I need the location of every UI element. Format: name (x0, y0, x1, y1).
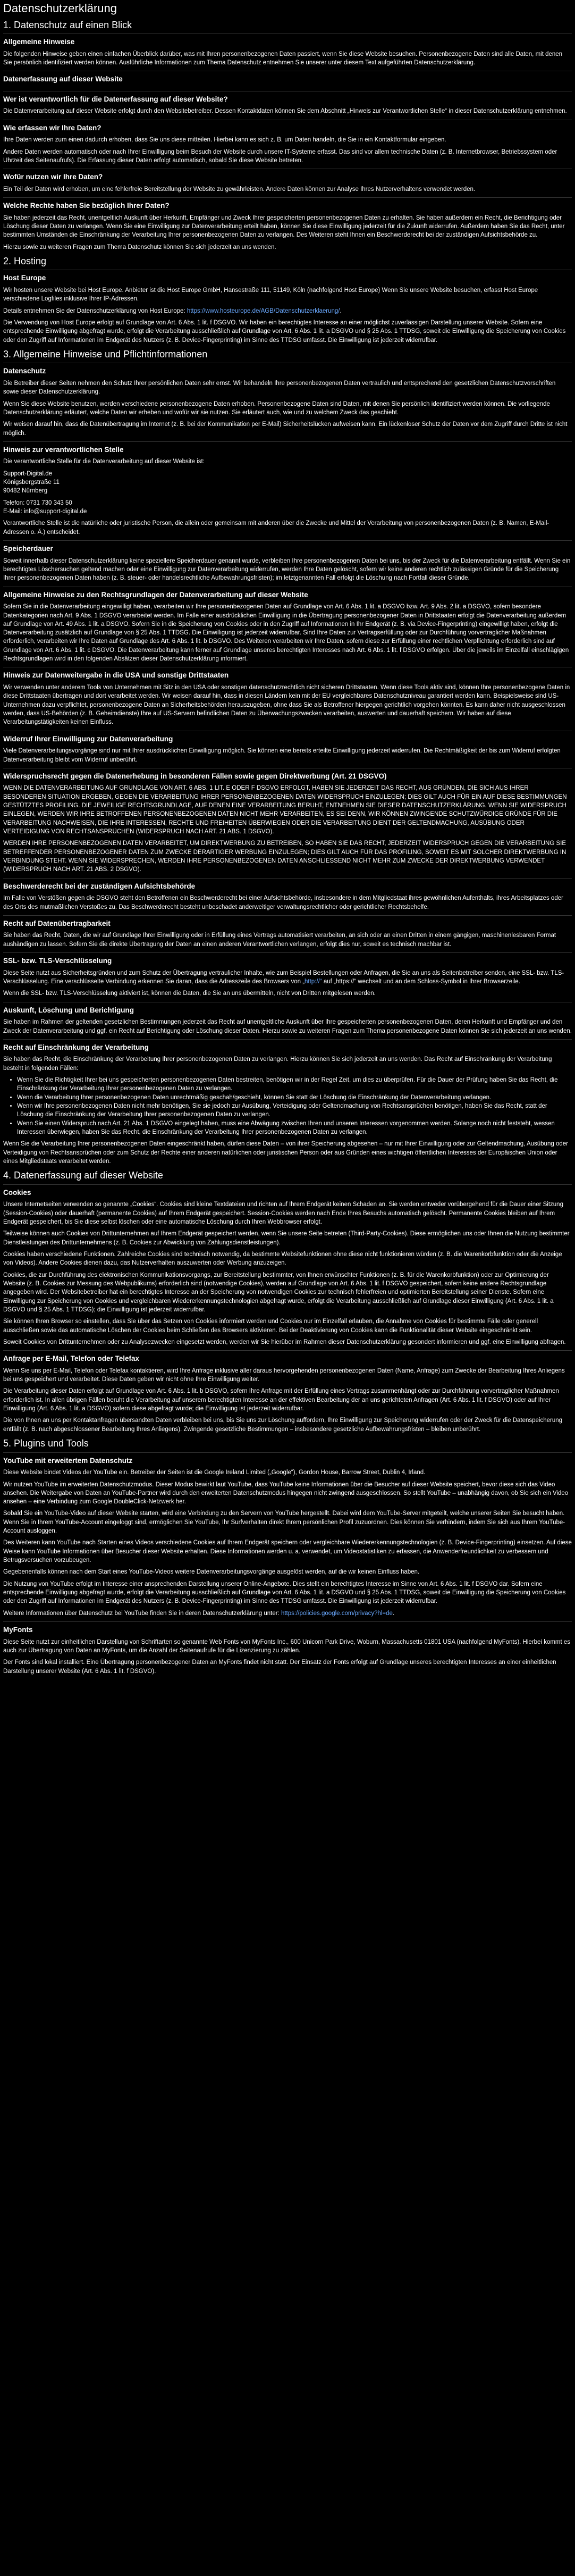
paragraph: Sie haben jederzeit das Recht, unentgeltlich Auskunft über Herkunft, Empfänger und Zweck Ihrer gespeicherten personenbezogenen Daten zu erhalten. Sie haben außerdem ein Recht, die Berichtigung oder Löschung dieser Daten zu verlangen. Wenn Sie eine Einwilligung zur Datenverarbeitung erteilt haben, können Sie diese Einwilligung jederzeit für die Zukunft widerrufen. Außerdem haben Sie das Recht, unter bestimmten Umständen die Einschränkung der Verarbeitung Ihrer personenbezogenen Daten zu verlangen. Des Weiteren steht Ihnen ein Beschwerderecht bei der zuständigen Aufsichtsbehörde zu. (3, 214, 565, 239)
paragraph: Hierzu sowie zu weiteren Fragen zum Thema Datenschutz können Sie sich jederzeit an uns wenden. (3, 244, 276, 250)
paragraph: Diese Seite nutzt aus Sicherheitsgründen und zum Schutz der Übertragung vertraulicher Inhalte, wie zum Beispiel Bestellungen oder Anfragen, die Sie an uns als Seitenbetreiber senden, eine SSL- bzw. TLS-Verschlüsselung. Eine verschlüsselte Verbindung erkennen Sie daran, dass die Adresszeile des Browsers von „http://“ auf „https://“ wechselt und an dem Schloss-Symbol in Ihrer Browserzeile. (3, 969, 564, 985)
paragraph: Wenn die SSL- bzw. TLS-Verschlüsselung aktiviert ist, können die Daten, die Sie an uns übermitteln, nicht von Dritten mitgelesen werden. (3, 990, 376, 997)
page-title: Datenschutzerklärung (3, 2, 117, 15)
paragraph: Der Fonts sind lokal installiert. Eine Übertragung personenbezogener Daten an MyFonts findet nicht statt. Der Einsatz der Fonts erfolgt auf Grundlage unseres berechtigten Interesses an einer einheitlichen Darstellung unserer Website (Art. 6 Abs. 1 lit. f DSGVO). (3, 1659, 556, 1675)
paragraph: Unsere Internetseiten verwenden so genannte „Cookies“. Cookies sind kleine Textdateien und richten auf Ihrem Endgerät keinen Schaden an. Sie werden entweder vorübergehend für die Dauer einer Sitzung (Session-Cookies) oder dauerhaft (permanente Cookies) auf Ihrem Endgerät gespeichert. Session-Cookies werden nach Ende Ihres Besuchs automatisch gelöscht. Permanente Cookies bleiben auf Ihrem Endgerät gespeichert, bis Sie diese selbst löschen oder eine automatische Löschung durch Ihren Webbrowser erfolgt. (3, 1201, 563, 1226)
subsection-heading: Hinweis zur Datenweitergabe in die USA und sonstige Drittstaaten (3, 667, 572, 683)
paragraph: Die Verwendung von Host Europe erfolgt auf Grundlage von Art. 6 Abs. 1 lit. f DSGVO. Wir haben ein berechtigtes Interesse an einer möglichst zuverlässigen Darstellung unserer Website. Sofern eine entsprechende Einwilligung abgefragt wurde, erfolgt die Verarbeitung ausschließlich auf Grundlage von Art. 6 Abs. 1 lit. a DSGVO und § 25 Abs. 1 TTDSG, soweit die Einwilligung die Speicherung von Cookies oder den Zugriff auf Informationen im Endgerät des Nutzers (z. B. Device-Fingerprinting) im Sinne des TTDSG umfasst. Die Einwilligung ist jederzeit widerrufbar. (3, 319, 566, 344)
subsection-body (3, 1638, 572, 1676)
subsection-heading: Welche Rechte haben Sie bezüglich Ihrer Daten? (3, 197, 572, 214)
subsection-heading: Cookies (3, 1184, 572, 1201)
subsection-body (3, 557, 572, 583)
external-link[interactable]: https://www.hosteurope.de/AGB/Datenschutzerklaerung/ (187, 307, 340, 314)
paragraph: Die Datenverarbeitung auf dieser Website erfolgt durch den Websitebetreiber. Dessen Kontaktdaten können Sie dem Abschnitt „Hinweis zur Verantwortlichen Stelle“ in dieser Datenschutzerklärung entnehmen. (3, 108, 567, 115)
subsection-heading: Allgemeine Hinweise (3, 34, 572, 50)
paragraph: Diese Seite nutzt zur einheitlichen Darstellung von Schriftarten so genannte Web Fonts von MyFonts Inc., 600 Unicorn Park Drive, Woburn, Massachusetts 01801 USA (nachfolgend MyFonts). Hierbei kommt es auch zur Übertragung von Daten an MyFonts, um die Anzahl der Seitenaufrufe für die Lizenzierung zu zählen. (3, 1638, 571, 1654)
section-heading: 5. Plugins und Tools (3, 1438, 89, 1449)
external-link[interactable]: http://“ (305, 978, 322, 985)
subsection-heading: Allgemeine Hinweise zu den Rechtsgrundlagen der Datenverarbeitung auf dieser Website (3, 587, 572, 603)
subsection-heading: MyFonts (3, 1621, 572, 1638)
paragraph: Des Weiteren kann YouTube nach Starten eines Videos verschiedene Cookies auf Ihrem Endgerät speichern oder vergleichbare Wiedererkennungstechnologien (z. B. Device-Fingerprinting) einsetzen. Auf diese Weise kann YouTube Informationen über Besucher dieser Website erhalten. Diese Informationen werden u. a. verwendet, um Videostatistiken zu erfassen, die Anwenderfreundlichkeit zu verbessern und Betrugsversuchen vorzubeugen. (3, 1540, 572, 1564)
subsection-heading: YouTube mit erweitertem Datenschutz (3, 1452, 572, 1469)
subsection-heading: Wofür nutzen wir Ihre Daten? (3, 169, 572, 185)
list-item: • Wenn Sie einen Widerspruch nach Art. 21 Abs. 1 DSGVO eingelegt haben, muss eine Abwägung zwischen Ihren und unseren Interessen vorgenommen werden. Solange noch nicht feststeht, wessen Interessen überwiegen, haben Sie das Recht, die Einschränkung der Verarbeitung Ihrer personenbezogenen Daten zu verlangen. (17, 1119, 572, 1137)
paragraph: Ein Teil der Daten wird erhoben, um eine fehlerfreie Bereitstellung der Website zu gewährleisten. Andere Daten können zur Analyse Ihres Nutzerverhaltens verwendet werden. (3, 186, 476, 193)
paragraph: WENN DIE DATENVERARBEITUNG AUF GRUNDLAGE VON ART. 6 ABS. 1 LIT. E ODER F DSGVO ERFOLGT, HABEN SIE JEDERZEIT DAS RECHT, AUS GRÜNDEN, DIE SICH AUS IHRER BESONDEREN SITUATION ERGEBEN, GEGEN DIE VERARBEITUNG IHRER PERSONENBEZOGENEN DATEN WIDERSPRUCH EINZULEGEN; DIES GILT AUCH FÜR EIN AUF DIESE BESTIMMUNGEN GESTÜTZTES PROFILING. DIE JEWEILIGE RECHTSGRUNDLAGE, AUF DENEN EINE VERARBEITUNG BERUHT, ENTNEHMEN SIE DIESER DATENSCHUTZERKLÄRUNG. WENN SIE WIDERSPRUCH EINLEGEN, WERDEN WIR IHRE BETROFFENEN PERSONENBEZOGENEN DATEN NICHT MEHR VERARBEITEN, ES SEI DENN, WIR KÖNNEN ZWINGENDE SCHUTZWÜRDIGE GRÜNDE FÜR DIE VERARBEITUNG NACHWEISEN, DIE IHRE INTERESSEN, RECHTE UND FREIHEITEN ÜBERWIEGEN ODER DIE VERARBEITUNG DIENT DER GELTENDMACHUNG, AUSÜBUNG ODER VERTEIDIGUNG VON RECHTSANSPRÜCHEN (WIDERSPRUCH NACH ART. 21 ABS. 1 DSGVO). (3, 785, 567, 835)
list-item: • Wenn Sie die Richtigkeit Ihrer bei uns gespeicherten personenbezogenen Daten bestreiten, benötigen wir in der Regel Zeit, um dies zu überprüfen. Für die Dauer der Prüfung haben Sie das Recht, die Einschränkung der Verarbeitung Ihrer personenbezogenen Daten zu verlangen. (17, 1076, 572, 1093)
paragraph: Cookies haben verschiedene Funktionen. Zahlreiche Cookies sind technisch notwendig, da bestimmte Websitefunktionen ohne diese nicht funktionieren würden (z. B. die Warenkorbfunktion oder die Anzeige von Videos). Andere Cookies dienen dazu, das Nutzerverhalten auszuwerten oder Werbung anzuzeigen. (3, 1251, 562, 1267)
paragraph: Sie haben das Recht, die Einschränkung der Verarbeitung Ihrer personenbezogenen Daten zu verlangen. Hierzu können Sie sich jederzeit an uns wenden. Das Recht auf Einschränkung der Verarbeitung besteht in folgenden Fällen: (3, 1056, 552, 1072)
paragraph: Die von Ihnen an uns per Kontaktanfragen übersandten Daten verbleiben bei uns, bis Sie uns zur Löschung auffordern, Ihre Einwilligung zur Speicherung widerrufen oder der Zweck für die Datenspeicherung entfällt (z. B. nach abgeschlossener Bearbeitung Ihres Anliegens). Zwingende gesetzliche Bestimmungen – insbesondere gesetzliche Aufbewahrungsfristen – bleiben unberührt. (3, 1417, 563, 1433)
paragraph: Teilweise können auch Cookies von Drittunternehmen auf Ihrem Endgerät gespeichert werden, wenn Sie unsere Seite betreten (Third-Party-Cookies). Diese ermöglichen uns oder Ihnen die Nutzung bestimmter Dienstleistungen des Drittunternehmens (z. B. Cookies zur Abwicklung von Zahlungsdienstleistungen). (3, 1231, 570, 1246)
paragraph: Die Betreiber dieser Seiten nehmen den Schutz Ihrer persönlichen Daten sehr ernst. Wir behandeln Ihre personenbezogenen Daten vertraulich und entsprechend den gesetzlichen Datenschutzvorschriften sowie dieser Datenschutzerklärung. (3, 380, 556, 396)
paragraph: Andere Daten werden automatisch oder nach Ihrer Einwilligung beim Besuch der Website durch unsere IT-Systeme erfasst. Das sind vor allem technische Daten (z. B. Internetbrowser, Betriebssystem oder Uhrzeit des Seitenaufrufs). Die Erfassung dieser Daten erfolgt automatisch, sobald Sie diese Website betreten. (3, 148, 557, 164)
subsection-heading: Auskunft, Löschung und Berichtigung (3, 1002, 572, 1018)
paragraph: Details entnehmen Sie der Datenschutzerklärung von Host Europe: https://www.hosteurope.de/AGB/Datenschutzerklaerung/. (3, 307, 342, 314)
paragraph: Sofern Sie in die Datenverarbeitung eingewilligt haben, verarbeiten wir Ihre personenbezogenen Daten auf Grundlage von Art. 6 Abs. 1 lit. a DSGVO bzw. Art. 9 Abs. 2 lit. a DSGVO, sofern besondere Datenkategorien nach Art. 9 Abs. 1 DSGVO verarbeitet werden. Im Falle einer ausdrücklichen Einwilligung in die Übertragung personenbezogener Daten in Drittstaaten erfolgt die Datenverarbeitung außerdem auf Grundlage von Art. 49 Abs. 1 lit. a DSGVO. Sofern Sie in die Speicherung von Cookies oder in den Zugriff auf Informationen in Ihr Endgerät (z. B. via Device-Fingerprinting) eingewilligt haben, erfolgt die Datenverarbeitung zusätzlich auf Grundlage von § 25 Abs. 1 TTDSG. Die Einwilligung ist jederzeit widerrufbar. Sind Ihre Daten zur Vertragserfüllung oder zur Durchführung vorvertraglicher Maßnahmen erforderlich, verarbeiten wir Ihre Daten auf Grundlage des Art. 6 Abs. 1 lit. b DSGVO. Des Weiteren verarbeiten wir Ihre Daten, sofern diese zur Erfüllung einer rechtlichen Verpflichtung erforderlich sind auf Grundlage von Art. 6 Abs. 1 lit. c DSGVO. Die Datenverarbeitung kann ferner auf Grundlage unseres berechtigten Interesses nach Art. 6 Abs. 1 lit. f DSGVO erfolgen. Über die jeweils im Einzelfall einschlägigen Rechtsgrundlagen wird in den folgenden Absätzen dieser Datenschutzerklärung informiert. (3, 604, 569, 663)
paragraph: Die folgenden Hinweise geben einen einfachen Überblick darüber, was mit Ihren personenbezogenen Daten passiert, wenn Sie diese Website besuchen. Personenbezogene Daten sind alle Daten, mit denen Sie persönlich identifiziert werden können. Ausführliche Informationen zum Thema Datenschutz entnehmen Sie unserer unter diesem Text aufgeführten Datenschutzerklärung. (3, 51, 563, 66)
subsection-heading: Wer ist verantwortlich für die Datenerfassung auf dieser Website? (3, 91, 572, 107)
paragraph: Cookies, die zur Durchführung des elektronischen Kommunikationsvorgangs, zur Bereitstellung bestimmter, von Ihnen erwünschter Funktionen (z. B. für die Warenkorbfunktion) oder zur Optimierung der Website (z. B. Cookies zur Messung des Webpublikums) erforderlich sind (notwendige Cookies), werden auf Grundlage von Art. 6 Abs. 1 lit. f DSGVO gespeichert, sofern keine andere Rechtsgrundlage angegeben wird. Der Websitebetreiber hat ein berechtigtes Interesse an der Speicherung von notwendigen Cookies zur technisch fehlerfreien und optimierten Bereitstellung seiner Dienste. Sofern eine Einwilligung zur Speicherung von Cookies und vergleichbaren Wiedererkennungstechnologien abgefragt wurde, erfolgt die Verarbeitung ausschließlich auf Grundlage dieser Einwilligung (Art. 6 Abs. 1 lit. a DSGVO und § 25 Abs. 1 TTDSG); die Einwilligung ist jederzeit widerrufbar. (3, 1272, 554, 1313)
subsection-body (3, 107, 572, 115)
paragraph: Wir weisen darauf hin, dass die Datenübertragung im Internet (z. B. bei der Kommunikation per E-Mail) Sicherheitslücken aufweisen kann. Ein lückenloser Schutz der Daten vor dem Zugriff durch Dritte ist nicht möglich. (3, 421, 568, 437)
policy-content (3, 19, 572, 1676)
subsection-body (3, 1367, 572, 1434)
subsection-heading: Recht auf Datenübertragbarkeit (3, 915, 572, 932)
section-heading: 3. Allgemeine Hinweise und Pflichtinformationen (3, 348, 208, 359)
section-heading: 1. Datenschutz auf einen Blick (3, 19, 132, 30)
paragraph: Verantwortliche Stelle ist die natürliche oder juristische Person, die allein oder gemeinsam mit anderen über die Zwecke und Mittel der Verarbeitung von personenbezogenen Daten (z. B. Namen, E-Mail-Adressen o. Ä.) entscheidet. (3, 520, 549, 536)
paragraph: Sie haben im Rahmen der geltenden gesetzlichen Bestimmungen jederzeit das Recht auf unentgeltliche Auskunft über Ihre gespeicherten personenbezogenen Daten, deren Herkunft und Empfänger und den Zweck der Datenverarbeitung und ggf. ein Recht auf Berichtigung oder Löschung dieser Daten. Hierzu sowie zu weiteren Fragen zum Thema personenbezogene Daten können Sie sich jederzeit an uns wenden. (3, 1019, 572, 1034)
list-item: • Wenn die Verarbeitung Ihrer personenbezogenen Daten unrechtmäßig geschah/geschieht, können Sie statt der Löschung die Einschränkung der Datenverarbeitung verlangen. (17, 1093, 572, 1102)
subsection-heading: Widerspruchsrecht gegen die Datenerhebung in besonderen Fällen sowie gegen Direktwerbung (Art. 21 DSGVO) (3, 768, 572, 784)
subsection-body (3, 50, 572, 68)
paragraph: Im Falle von Verstößen gegen die DSGVO steht den Betroffenen ein Beschwerderecht bei einer Aufsichtsbehörde, insbesondere in dem Mitgliedstaat ihres gewöhnlichen Aufenthalts, ihres Arbeitsplatzes oder des Orts des mutmaßlichen Verstoßes zu. Das Beschwerderecht besteht unbeschadet anderweitiger verwaltungsrechtlicher oder gerichtlicher Rechtsbehelfe. (3, 895, 563, 910)
paragraph: Wenn Sie diese Website benutzen, werden verschiedene personenbezogene Daten erhoben. Personenbezogene Daten sind Daten, mit denen Sie persönlich identifiziert werden können. Die vorliegende Datenschutzerklärung erläutert, welche Daten wir erheben und wofür wir sie nutzen. Sie erläutert auch, wie und zu welchem Zweck das geschieht. (3, 400, 550, 416)
subsection-body (3, 894, 572, 911)
subsection-body (3, 931, 572, 949)
paragraph: Die Verarbeitung dieser Daten erfolgt auf Grundlage von Art. 6 Abs. 1 lit. b DSGVO, sofern Ihre Anfrage mit der Erfüllung eines Vertrags zusammenhängt oder zur Durchführung vorvertraglicher Maßnahmen erforderlich ist. In allen übrigen Fällen beruht die Verarbeitung auf unserem berechtigten Interesse an der effektiven Bearbeitung der an uns gerichteten Anfragen (Art. 6 Abs. 1 lit. f DSGVO) oder auf Ihrer Einwilligung (Art. 6 Abs. 1 lit. a DSGVO) sofern diese abgefragt wurde; die Einwilligung ist jederzeit widerrufbar. (3, 1388, 559, 1412)
subsection-body (3, 136, 572, 165)
paragraph: Wir nutzen YouTube im erweiterten Datenschutzmodus. Dieser Modus bewirkt laut YouTube, dass YouTube keine Informationen über die Besucher auf dieser Website speichert, bevor diese sich das Video ansehen. Die Weitergabe von Daten an YouTube-Partner wird durch den erweiterten Datenschutzmodus hingegen nicht zwingend ausgeschlossen. So stellt YouTube – unabhängig davon, ob Sie sich ein Video ansehen – eine Verbindung zum Google DoubleClick-Netzwerk her. (3, 1481, 569, 1506)
subsection-body (3, 1055, 572, 1166)
subsection-body (3, 747, 572, 764)
subsection-heading: Beschwerderecht bei der zuständigen Aufsichtsbehörde (3, 878, 572, 894)
paragraph: Soweit innerhalb dieser Datenschutzerklärung keine speziellere Speicherdauer genannt wurde, verbleiben Ihre personenbezogenen Daten bei uns, bis der Zweck für die Datenverarbeitung entfällt. Wenn Sie ein berechtigtes Löschersuchen geltend machen oder eine Einwilligung zur Datenverarbeitung widerrufen, werden Ihre Daten gelöscht, sofern wir keine anderen rechtlich zulässigen Gründe für die Speicherung Ihrer personenbezogenen Daten haben (z. B. steuer- oder handelsrechtliche Aufbewahrungsfristen); im letztgenannten Fall erfolgt die Löschung nach Fortfall dieser Gründe. (3, 557, 571, 582)
paragraph: Sobald Sie ein YouTube-Video auf dieser Website starten, wird eine Verbindung zu den Servern von YouTube hergestellt. Dabei wird dem YouTube-Server mitgeteilt, welche unserer Seiten Sie besucht haben. Wenn Sie in Ihrem YouTube-Account eingeloggt sind, ermöglichen Sie YouTube, Ihr Surfverhalten direkt Ihrem persönlichen Profil zuzuordnen. Dies können Sie verhindern, indem Sie sich aus Ihrem YouTube-Account ausloggen. (3, 1510, 565, 1535)
paragraph: Sie haben das Recht, Daten, die wir auf Grundlage Ihrer Einwilligung oder in Erfüllung eines Vertrags automatisiert verarbeiten, an sich oder an einen Dritten in einem gängigen, maschinenlesbaren Format aushändigen zu lassen. Sofern Sie die direkte Übertragung der Daten an einen anderen Verantwortlichen verlangen, erfolgt dies nur, soweit es technisch machbar ist. (3, 932, 556, 948)
bullet-list (3, 1076, 572, 1136)
paragraph: Viele Datenverarbeitungsvorgänge sind nur mit Ihrer ausdrücklichen Einwilligung möglich. Sie können eine bereits erteilte Einwilligung jederzeit widerrufen. Die Rechtmäßigkeit der bis zum Widerruf erfolgten Datenverarbeitung bleibt vom Widerruf unberührt. (3, 748, 561, 763)
subsection-body (3, 1200, 572, 1346)
subsection-body (3, 214, 572, 252)
paragraph: Diese Website bindet Videos der YouTube ein. Betreiber der Seiten ist die Google Ireland Limited („Google“), Gordon House, Barrow Street, Dublin 4, Irland. (3, 1469, 426, 1476)
subsection-body (3, 969, 572, 998)
paragraph: Ihre Daten werden zum einen dadurch erhoben, dass Sie uns diese mitteilen. Hierbei kann es sich z. B. um Daten handeln, die Sie in ein Kontaktformular eingeben. (3, 137, 446, 144)
subsection-body (3, 784, 572, 874)
paragraph: Weitere Informationen über Datenschutz bei YouTube finden Sie in deren Datenschutzerklärung unter: https://policies.google.com/privacy?hl=de. (3, 1610, 395, 1617)
subsection-body (3, 379, 572, 438)
paragraph: Wenn Sie uns per E-Mail, Telefon oder Telefax kontaktieren, wird Ihre Anfrage inklusive aller daraus hervorgehenden personenbezogenen Daten (Name, Anfrage) zum Zwecke der Bearbeitung Ihres Anliegens bei uns gespeichert und verarbeitet. Diese Daten geben wir nicht ohne Ihre Einwilligung weiter. (3, 1367, 565, 1383)
subsection-heading: Datenschutz (3, 363, 572, 379)
subsection-heading: Widerruf Ihrer Einwilligung zur Datenverarbeitung (3, 731, 572, 747)
paragraph: Telefon: 0731 730 343 50 E-Mail: info@support-digital.de (3, 499, 87, 515)
paragraph: Sie können Ihren Browser so einstellen, dass Sie über das Setzen von Cookies informiert werden und Cookies nur im Einzelfall erlauben, die Annahme von Cookies für bestimmte Fälle oder generell ausschließen sowie das automatische Löschen der Cookies beim Schließen des Browsers aktivieren. Bei der Deaktivierung von Cookies kann die Funktionalität dieser Website eingeschränkt sein. (3, 1318, 538, 1334)
subsection-body (3, 1018, 572, 1035)
paragraph: Wir verwenden unter anderem Tools von Unternehmen mit Sitz in den USA oder sonstigen datenschutzrechtlich nicht sicheren Drittstaaten. Wenn diese Tools aktiv sind, können Ihre personenbezogene Daten in diese Drittstaaten übertragen und dort verarbeitet werden. Wir weisen darauf hin, dass in diesen Ländern kein mit der EU vergleichbares Datenschutzniveau garantiert werden kann. Beispielsweise sind US-Unternehmen dazu verpflichtet, personenbezogene Daten an Sicherheitsbehörden herauszugeben, ohne dass Sie als Betroffener hiergegen gerichtlich vorgehen könnten. Es kann daher nicht ausgeschlossen werden, dass US-Behörden (z. B. Geheimdienste) Ihre auf US-Servern befindlichen Daten zu Überwachungszwecken verarbeiten, auswerten und dauerhaft speichern. Wir haben auf diese Verarbeitungstätigkeiten keinen Einfluss. (3, 684, 570, 726)
subsection-heading: Speicherdauer (3, 540, 572, 557)
external-link[interactable]: https://policies.google.com/privacy?hl=de (281, 1610, 393, 1617)
paragraph: Die Nutzung von YouTube erfolgt im Interesse einer ansprechenden Darstellung unserer Online-Angebote. Dies stellt ein berechtigtes Interesse im Sinne von Art. 6 Abs. 1 lit. f DSGVO dar. Sofern eine entsprechende Einwilligung abgefragt wurde, erfolgt die Verarbeitung ausschließlich auf Grundlage von Art. 6 Abs. 1 lit. a DSGVO und § 25 Abs. 1 TTDSG, soweit die Einwilligung die Speicherung von Cookies oder den Zugriff auf Informationen im Endgerät des Nutzers (z. B. Device-Fingerprinting) im Sinne des TTDSG umfasst. Die Einwilligung ist jederzeit widerrufbar. (3, 1580, 566, 1605)
subsection-body (3, 286, 572, 345)
section-heading: 2. Hosting (3, 255, 47, 266)
subsection-heading: Anfrage per E-Mail, Telefon oder Telefax (3, 1350, 572, 1367)
subsection-body (3, 1468, 572, 1618)
subsection-body (3, 683, 572, 727)
subsection-heading: Recht auf Einschränkung der Verarbeitung (3, 1039, 572, 1056)
paragraph: Wir hosten unsere Website bei Host Europe. Anbieter ist die Host Europe GmbH, Hansestraße 111, 51149, Köln (nachfolgend Host Europe) Wenn Sie unsere Website besuchen, erfasst Host Europe verschiedene Logfiles inklusive Ihrer IP-Adressen. (3, 287, 538, 303)
paragraph: Die verantwortliche Stelle für die Datenverarbeitung auf dieser Website ist: (3, 458, 205, 465)
paragraph: Support-Digital.de Königsbergstraße 11 90482 Nürnberg (3, 470, 60, 495)
paragraph: Gegebenenfalls können nach dem Start eines YouTube-Videos weitere Datenverarbeitungsvorgänge ausgelöst werden, auf die wir keinen Einfluss haben. (3, 1569, 420, 1576)
subsection-heading: Hinweis zur verantwortlichen Stelle (3, 441, 572, 458)
subsection-heading: SSL- bzw. TLS-Verschlüsselung (3, 952, 572, 969)
subsection-heading: Host Europe (3, 270, 572, 286)
paragraph: Soweit Cookies von Drittunternehmen oder zu Analysezwecken eingesetzt werden, werden wir Sie hierüber im Rahmen dieser Datenschutzerklärung gesondert informieren und ggf. eine Einwilligung abfragen. (3, 1339, 566, 1345)
section-heading: 4. Datenerfassung auf dieser Website (3, 1170, 163, 1181)
subsection-heading: Wie erfassen wir Ihre Daten? (3, 120, 572, 136)
subsection-body (3, 457, 572, 537)
list-item: • Wenn wir Ihre personenbezogenen Daten nicht mehr benötigen, Sie sie jedoch zur Ausübung, Verteidigung oder Geltendmachung von Rechtsansprüchen benötigen, haben Sie das Recht, statt der Löschung die Einschränkung der Verarbeitung Ihrer personenbezogenen Daten zu verlangen. (17, 1102, 572, 1119)
subsection-heading: Datenerfassung auf dieser Website (3, 71, 572, 87)
subsection-body (3, 603, 572, 663)
paragraph: WERDEN IHRE PERSONENBEZOGENEN DATEN VERARBEITET, UM DIREKTWERBUNG ZU BETREIBEN, SO HABEN SIE DAS RECHT, JEDERZEIT WIDERSPRUCH GEGEN DIE VERARBEITUNG SIE BETREFFENDER PERSONENBEZOGENER DATEN ZUM ZWECKE DERARTIGER WERBUNG EINZULEGEN; DIES GILT AUCH FÜR DAS PROFILING, SOWEIT ES MIT SOLCHER DIREKTWERBUNG IN VERBINDUNG STEHT. WENN SIE WIDERSPRECHEN, WERDEN IHRE PERSONENBEZOGENEN DATEN ANSCHLIESSEND NICHT MEHR ZUM ZWECKE DER DIREKTWERBUNG VERWENDET (WIDERSPRUCH NACH ART. 21 ABS. 2 DSGVO). (3, 840, 566, 873)
subsection-body (3, 185, 572, 194)
paragraph: Wenn Sie die Verarbeitung Ihrer personenbezogenen Daten eingeschränkt haben, dürfen diese Daten – von ihrer Speicherung abgesehen – nur mit Ihrer Einwilligung oder zur Geltendmachung, Ausübung oder Verteidigung von Rechtsansprüchen oder zum Schutz der Rechte einer anderen natürlichen oder juristischen Person oder aus Gründen eines wichtigen öffentlichen Interesses der Europäischen Union oder eines Mitgliedstaats verarbeitet werden. (3, 1141, 568, 1165)
